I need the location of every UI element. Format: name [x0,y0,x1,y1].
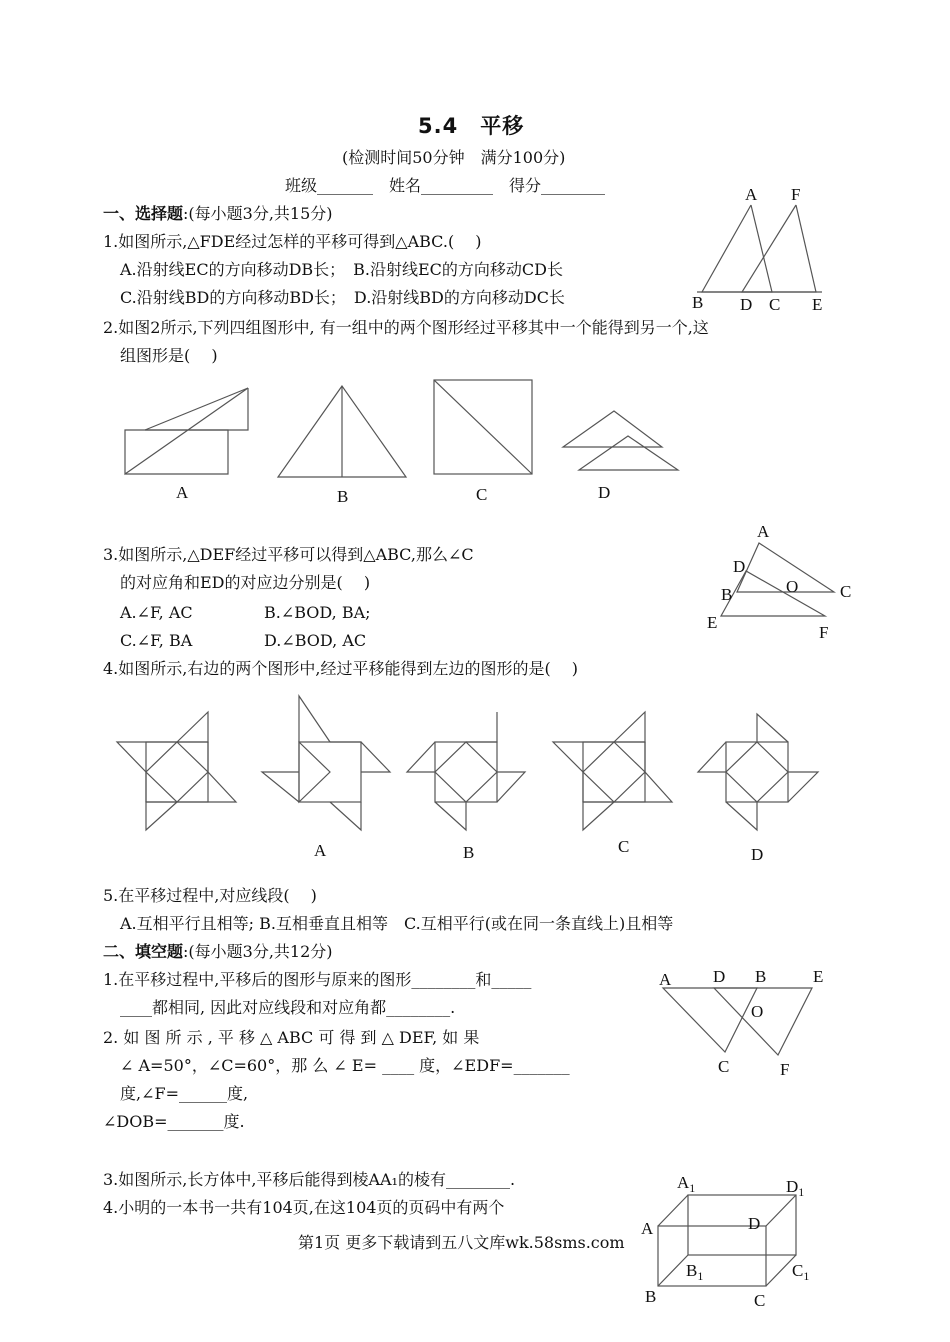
q5-options: A.互相平行且相等; B.互相垂直且相等 C.互相平行(或在同一条直线上)且相等 [120,914,674,933]
cuboid-label-a1-letter: A [677,1173,690,1192]
f2-line4: ∠DOB=_______度. [103,1112,245,1131]
q1-label-d: D [740,295,753,314]
f2-label-e: E [813,967,824,986]
f1-line1: 1.在平移过程中,平移后的图形与原来的图形________和_____ [103,970,532,989]
q1-options-ab: A.沿射线EC的方向移动DB长； B.沿射线EC的方向移动CD长 [120,260,563,279]
cuboid-label-a: A [641,1219,654,1238]
q4-label-b: B [463,843,475,862]
f2-label-f: F [780,1060,790,1079]
section2-title: 二、填空题 [103,942,184,961]
cuboid-label-c1-sub: 1 [803,1269,810,1283]
f2-line2: ∠ A=50°，∠C=60°，那 么 ∠ E= ____ 度，∠EDF=_______ [120,1056,570,1075]
q1-stem: 1.如图所示,△FDE经过怎样的平移可得到△ABC.( ) [103,232,482,251]
q4-figure-d [698,714,818,864]
page-title: 5.4 平移 [418,114,525,138]
q2-label-a: A [176,483,189,502]
q1-label-f: F [791,185,801,204]
f2-label-o: O [751,1002,764,1021]
q3-figure [707,522,851,642]
section1-note: :(每小题3分,共15分) [183,204,333,223]
q1-label-b: B [692,293,704,312]
cuboid-label-d1-letter: D [786,1177,799,1196]
q1-label-e: E [812,295,823,314]
f2-label-b: B [755,967,767,986]
cuboid-label-d1 [786,1177,804,1199]
page-footer: 第1页 更多下载请到五八文库wk.58sms.com [298,1233,625,1252]
q1-options-cd: C.沿射线BD的方向移动BD长； D.沿射线BD的方向移动DC长 [120,288,565,307]
q2-line1: 2.如图2所示,下列四组图形中, 有一组中的两个图形经过平移其中一个能得到另一个,这 [103,318,709,337]
q3-label-e: E [707,613,718,632]
q3-option-b: B.∠BOD, BA; [264,603,371,622]
cuboid-label-d1-sub: 1 [798,1185,805,1199]
q3-line1: 3.如图所示,△DEF经过平移可以得到△ABC,那么∠C [103,545,474,564]
exam-subtitle: (检测时间50分钟 满分100分) [342,148,566,167]
cuboid-label-c1-letter: C [792,1261,804,1280]
q5-stem: 5.在平移过程中,对应线段( ) [103,886,317,905]
q4-stem: 4.如图所示,右边的两个图形中,经过平移能得到左边的图形的是( ) [103,659,579,678]
q2-label-c: C [476,485,488,504]
q4-figure-original [117,712,236,830]
cuboid-label-c1 [792,1261,809,1283]
f2-label-a: A [659,970,672,989]
q2-figure-a [125,388,248,502]
q2-label-b: B [337,487,349,506]
f2-line1: 2. 如 图 所 示 , 平 移 △ ABC 可 得 到 △ DEF, 如 果 [103,1028,480,1047]
cuboid-label-c: C [754,1291,766,1310]
q3-label-d: D [733,557,746,576]
cuboid-label-b1-sub: 1 [697,1269,704,1283]
f1-line2: ____都相同, 因此对应线段和对应角都________. [120,998,456,1017]
cuboid-label-b1-letter: B [686,1261,698,1280]
q1-label-a: A [745,185,758,204]
cuboid-label-a1 [677,1173,695,1195]
cuboid-figure [641,1173,809,1310]
cuboid-label-b: B [645,1287,657,1306]
q2-figure-c [434,380,532,504]
cuboid-label-a1-sub: 1 [689,1181,696,1195]
q3-option-c: C.∠F, BA [120,631,193,650]
q2-label-d: D [598,483,611,502]
q4-label-c: C [618,837,630,856]
q4-figure-c [553,712,672,856]
f2-figure [659,967,823,1079]
f2-label-d: D [713,967,726,986]
q3-label-a: A [757,522,770,541]
q4-figure-a [262,696,390,860]
q2-line2: 组图形是( ) [120,346,218,365]
q1-label-c: C [769,295,781,314]
section2-note: :(每小题3分,共12分) [183,942,333,961]
q3-label-b: B [721,585,733,604]
f2-line3: 度,∠F=______度, [120,1084,249,1103]
q4-figure-b [407,712,525,862]
cuboid-label-d: D [748,1214,761,1233]
q3-label-f: F [819,623,829,642]
q3-option-d: D.∠BOD, AC [264,631,367,650]
f4-text: 4.小明的一本书一共有104页,在这104页的页码中有两个 [103,1198,505,1217]
cuboid-label-b1 [686,1261,703,1283]
q3-label-c: C [840,582,852,601]
q3-option-a: A.∠F, AC [120,603,193,622]
f2-label-c: C [718,1057,730,1076]
header-fields: 班级_______ 姓名_________ 得分________ [285,176,606,195]
q3-label-o: O [786,577,799,596]
q1-figure [692,185,822,314]
q4-label-d: D [751,845,764,864]
q3-line2: 的对应角和ED的对应边分别是( ) [120,573,371,592]
q2-figure-d [563,411,678,502]
f3-text: 3.如图所示,长方体中,平移后能得到棱AA₁的棱有________. [103,1170,516,1189]
q2-figure-b [278,386,406,506]
q4-label-a: A [314,841,327,860]
section1-title: 一、选择题 [103,204,184,223]
